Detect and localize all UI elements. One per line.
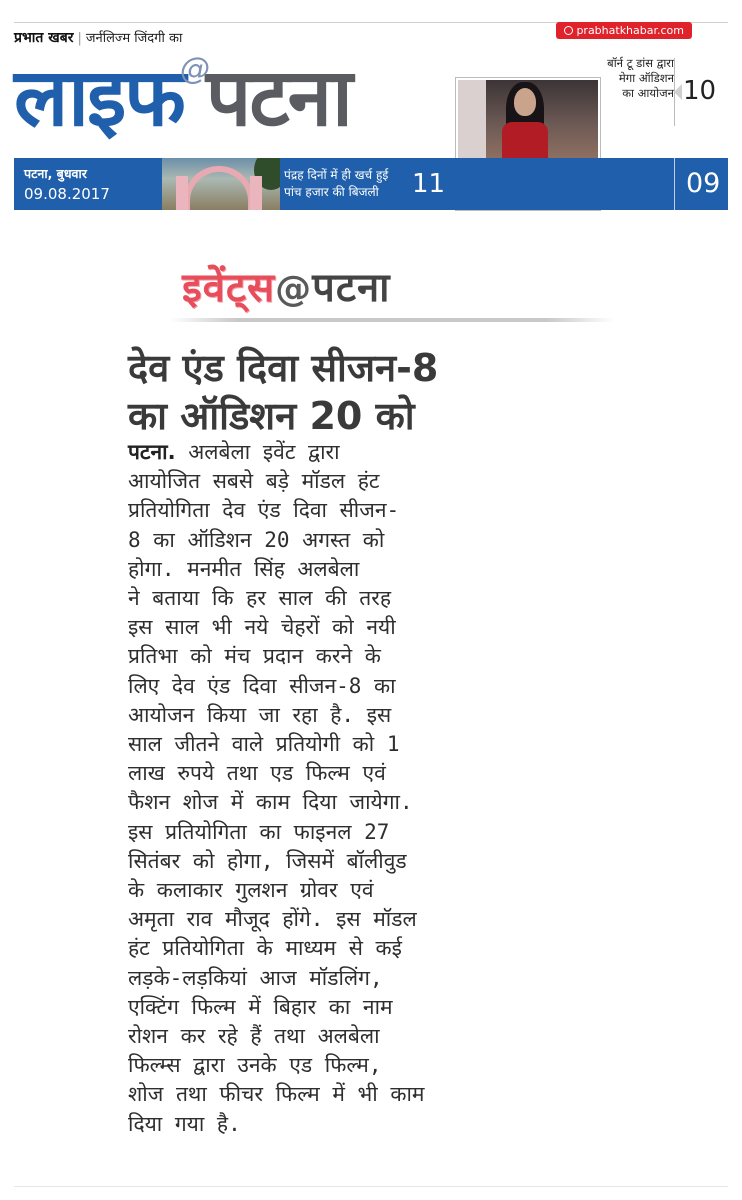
article-line: लिए देव एंड दिवा सीजन-8 का <box>128 673 396 698</box>
gate-photo <box>162 158 280 210</box>
paper-logo: प्रभात खबर <box>14 30 74 46</box>
header-info-bar <box>14 158 728 210</box>
article-body <box>128 438 618 1139</box>
article-line: दिया गया है. <box>128 1111 241 1136</box>
globe-icon <box>564 26 573 35</box>
article-line: होगा. मनमीत सिंह अलबेला <box>128 556 360 581</box>
section-title <box>182 258 391 313</box>
article-line: सितंबर को होगा, जिसमें बॉलीवुड <box>128 848 407 873</box>
article-line: फिल्म्स द्वारा उनके एड फिल्म, <box>128 1053 382 1078</box>
masthead-at: @ <box>179 52 210 87</box>
brand-divider: | <box>77 31 82 46</box>
website-badge[interactable] <box>556 22 692 39</box>
bottom-rule <box>14 1186 728 1187</box>
bar-divider <box>674 158 675 210</box>
article-line: प्रतिभा को मंच प्रदान करने के <box>128 644 381 669</box>
article-headline <box>128 344 608 440</box>
article-line: 8 का ऑडिशन 20 अगस्त को <box>128 527 385 552</box>
article-line-text: अलबेला इवेंट द्वारा <box>175 440 340 464</box>
article-line: इस साल भी नये चेहरों को नयी <box>128 615 396 640</box>
section-at: @ <box>275 269 313 310</box>
teaser-mid-page[interactable]: 11 <box>412 169 446 199</box>
article-line: के कलाकार गुलशन ग्रोवर एवं <box>128 878 374 903</box>
teaser-right-page[interactable]: 10 <box>683 76 717 106</box>
teaser-mid-line1: पंद्रह दिनों में ही खर्च हुई <box>284 168 389 182</box>
article-line: लाख रुपये तथा एड फिल्म एवं <box>128 761 386 786</box>
website-url: prabhatkhabar.com <box>576 24 684 37</box>
paper-brand <box>14 28 182 47</box>
section-rule <box>170 318 614 322</box>
edition-date: 09.08.2017 <box>24 185 110 203</box>
pointer-arrow-icon <box>674 84 682 100</box>
article-line: आयोजन किया जा रहा है. इस <box>128 702 392 727</box>
masthead-life: लाइफ <box>14 51 184 144</box>
article-line <box>128 438 618 467</box>
article-line: प्रतियोगिता देव एंड दिवा सीजन- <box>128 498 400 523</box>
article-line: आयोजित सबसे बड़े मॉडल हंट <box>128 469 380 494</box>
paper-tagline: जर्नलिज्म जिंदगी का <box>85 31 183 46</box>
article-line: फैशन शोज में काम दिया जायेगा. <box>128 790 413 815</box>
masthead-city: पटना <box>205 51 351 144</box>
article-line: शोज तथा फीचर फिल्म में भी काम <box>128 1082 425 1107</box>
article-line: हंट प्रतियोगिता के माध्यम से कई <box>128 936 402 961</box>
section-events: इवेंट्स <box>182 265 276 311</box>
article-line: ने बताया कि हर साल की तरह <box>128 586 391 611</box>
article-line: इस प्रतियोगिता का फाइनल 27 <box>128 819 390 844</box>
headline-line-2: का ऑडिशन 20 को <box>128 394 415 438</box>
article-dateline: पटना. <box>128 440 176 464</box>
teaser-mid-text[interactable] <box>284 167 388 201</box>
article-line: लड़के-लड़कियां आज मॉडलिंग, <box>128 965 383 990</box>
section-city: पटना <box>312 265 391 311</box>
article-line: साल जीतने वाले प्रतियोगी को 1 <box>128 732 400 757</box>
masthead <box>14 48 351 158</box>
article-line: अमृता राव मौजूद होंगे. इस मॉडल <box>128 907 417 932</box>
page-number: 09 <box>686 168 721 199</box>
teaser-right-text[interactable]: बॉर्न टू डांस द्वारा मेगा ऑडिशन का आयोजन <box>607 56 674 100</box>
article-line: रोशन कर रहे हैं तथा अलबेला <box>128 1024 380 1049</box>
teaser-mid-line2: पांच हजार की बिजली <box>284 185 379 199</box>
headline-line-1: देव एंड दिवा सीजन-8 <box>128 346 439 390</box>
article-line: एक्टिंग फिल्म में बिहार का नाम <box>128 994 393 1019</box>
city-day: पटना, बुधवार <box>24 166 87 181</box>
